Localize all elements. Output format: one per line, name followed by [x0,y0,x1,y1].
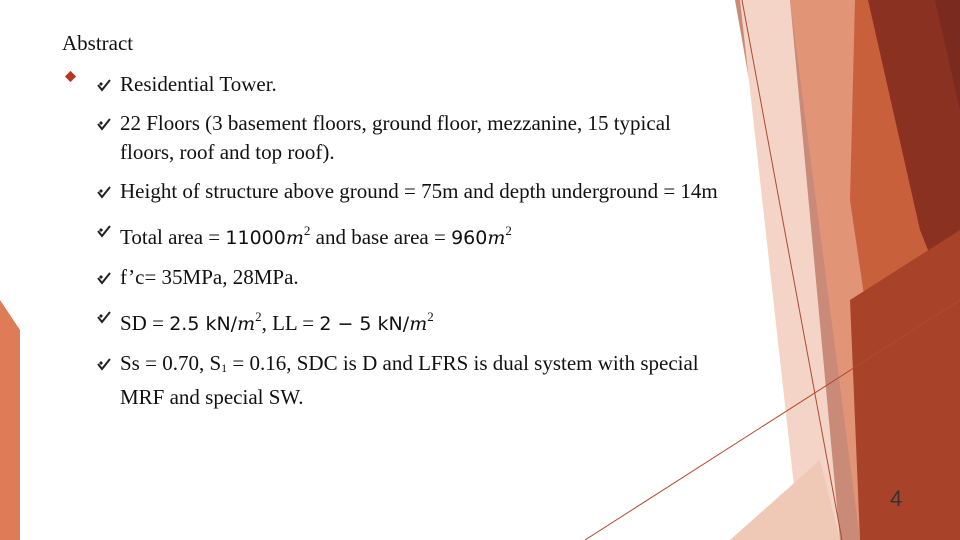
list-item [96,70,726,99]
page-number: 4 [890,486,903,511]
sd-exponent: 2 [255,309,262,324]
list-item [96,216,726,253]
base-area-unit: m [487,227,506,249]
item-text [120,302,726,339]
diamond-bullet-icon [64,70,77,83]
ll-exponent: 2 [427,309,434,324]
item-text [120,216,726,253]
item-text: Height of structure above ground = 75m and depth underground = 14m [120,179,718,203]
total-area-value: 11000 [225,227,286,249]
area-label-text: Total area = [120,225,226,249]
sd-label-text: SD = [120,311,170,335]
seismic-text-end: = 0.16, SDC is D and LFRS is dual system with special MRF and special SW. [120,351,699,409]
ll-value: 2 − 5 kN/ [319,313,410,335]
item-text: f’c= 35MPa, 28MPa. [120,265,299,289]
sd-unit: m [237,313,256,335]
item-text: Residential Tower. [120,72,277,96]
list-item [96,109,726,167]
checkmark-bullet-icon [97,271,111,285]
checkmark-bullet-icon [97,185,111,199]
item-text: 22 Floors (3 basement floors, ground floor, mezzanine, 15 typical floors, roof and top roof). [120,111,671,164]
checkmark-bullet-icon [97,117,111,131]
slide-title: Abstract [62,31,134,55]
list-item [96,177,726,206]
sd-value: 2.5 kN/ [169,313,238,335]
list-item [96,302,726,339]
base-area-label-text: and base area = [310,225,452,249]
checkmark-bullet-icon [97,78,111,92]
seismic-text-start: Ss = 0.70, S [120,351,222,375]
ll-unit: m [409,313,428,335]
list-item [96,263,726,292]
area-unit: m [285,227,304,249]
base-area-exponent: 2 [505,223,512,238]
bullet-list [96,70,726,422]
list-item [96,349,726,412]
checkmark-bullet-icon [97,224,111,238]
checkmark-bullet-icon [97,310,111,324]
deco-left-strip [0,300,20,540]
base-area-value: 960 [451,227,488,249]
ll-label-text: , LL = [261,311,320,335]
area-exponent: 2 [303,223,311,238]
seismic-subscript: 1 [221,361,228,375]
item-text [120,349,726,412]
checkmark-bullet-icon [97,357,111,371]
